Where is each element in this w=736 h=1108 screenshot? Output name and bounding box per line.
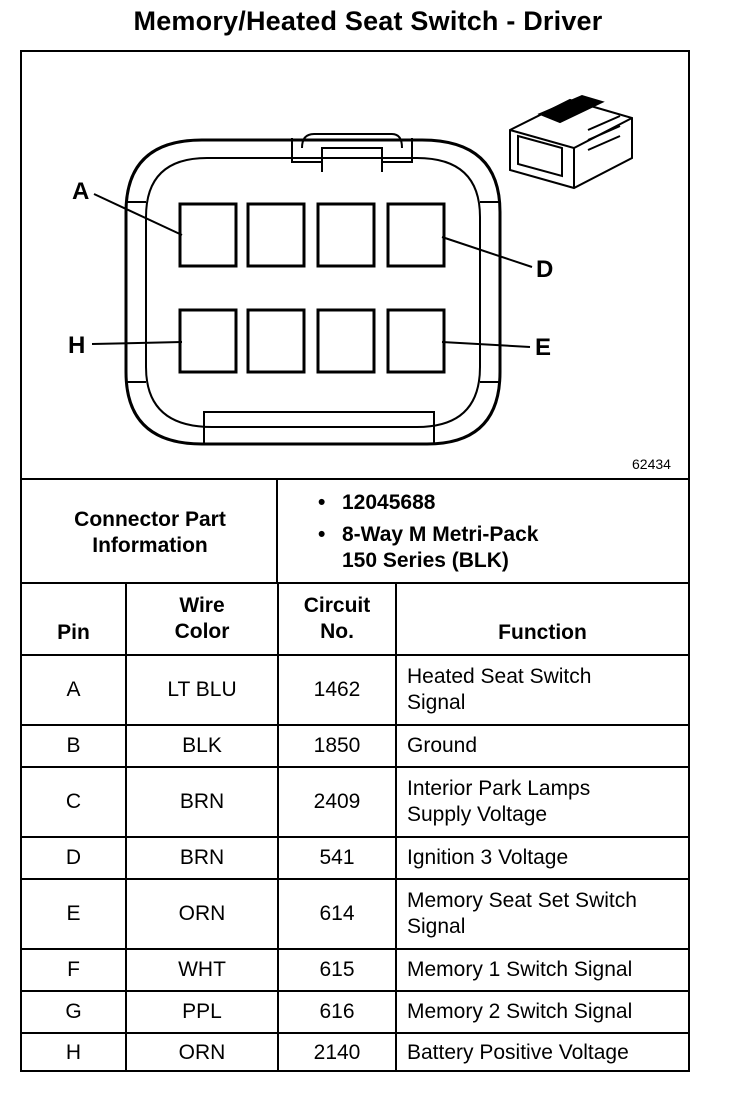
cell-wire-color: BLK (182, 734, 222, 757)
cell-wire-color: PPL (182, 1000, 222, 1023)
terminal-cavity (248, 310, 304, 372)
leader-line-e (442, 342, 530, 347)
cell-circuit: 616 (319, 1000, 355, 1023)
connector-info-label: Connector Part Information (74, 508, 226, 557)
connector-thumbnail-icon (510, 96, 632, 188)
cell-wire-color: BRN (179, 790, 225, 813)
cell-wire-color: ORN (178, 902, 226, 925)
pin-callout-a: A (72, 178, 90, 205)
pin-callout-h: H (68, 332, 86, 359)
cell-function: Ground (407, 734, 478, 757)
cell-circuit: 614 (319, 902, 355, 925)
terminal-cavity (388, 310, 444, 372)
pin-callout-e: E (535, 334, 552, 361)
figure-number: 62434 (632, 456, 671, 472)
connector-description: • 8-Way M Metri-Pack 150 Series (BLK) (318, 522, 538, 574)
cell-wire-color: ORN (178, 1041, 226, 1064)
connector-inner-shell (146, 158, 480, 427)
connector-diagram (22, 52, 688, 478)
connector-housing (126, 140, 500, 444)
cell-pin: C (65, 790, 82, 813)
cell-function: Memory 1 Switch Signal (407, 958, 633, 981)
cell-function: Heated Seat Switch Signal (407, 665, 592, 714)
pin-callout-d: D (536, 256, 554, 283)
cell-pin: D (65, 846, 82, 869)
cell-circuit: 615 (319, 958, 355, 981)
cell-pin: A (66, 678, 81, 701)
terminal-cavity (318, 204, 374, 266)
cell-wire-color: LT BLU (167, 678, 237, 701)
terminal-cavity (318, 310, 374, 372)
cell-function: Memory 2 Switch Signal (407, 1000, 633, 1023)
header-pin: Pin (57, 621, 90, 644)
cell-circuit: 2409 (313, 790, 361, 813)
cell-pin: B (66, 734, 81, 757)
header-circuit-no: Circuit No. (303, 594, 371, 643)
divider (20, 478, 690, 480)
header-wire-color: Wire Color (174, 594, 230, 643)
cell-function: Battery Positive Voltage (407, 1041, 629, 1064)
cell-pin: G (65, 1000, 82, 1023)
header-function: Function (498, 621, 587, 644)
terminal-cavity (180, 204, 236, 266)
cell-pin: H (65, 1041, 82, 1064)
leader-line-a (94, 194, 182, 235)
cell-wire-color: WHT (178, 958, 226, 981)
terminal-cavity (180, 310, 236, 372)
cell-circuit: 1462 (313, 678, 361, 701)
connector-info-list (318, 490, 538, 580)
terminal-cavity (388, 204, 444, 266)
leader-line-d (442, 237, 532, 267)
cell-function: Ignition 3 Voltage (407, 846, 569, 869)
cell-pin: E (66, 902, 81, 925)
cell-function: Memory Seat Set Switch Signal (407, 889, 637, 938)
cell-circuit: 541 (319, 846, 355, 869)
connector-part-number: • 12045688 (318, 490, 538, 516)
leader-line-h (92, 342, 182, 344)
page-title: Memory/Heated Seat Switch - Driver (133, 6, 603, 36)
cell-pin: F (67, 958, 80, 981)
cell-circuit: 2140 (313, 1041, 361, 1064)
cell-wire-color: BRN (179, 846, 225, 869)
cell-circuit: 1850 (313, 734, 361, 757)
terminal-cavity (248, 204, 304, 266)
cell-function: Interior Park Lamps Supply Voltage (407, 777, 591, 826)
